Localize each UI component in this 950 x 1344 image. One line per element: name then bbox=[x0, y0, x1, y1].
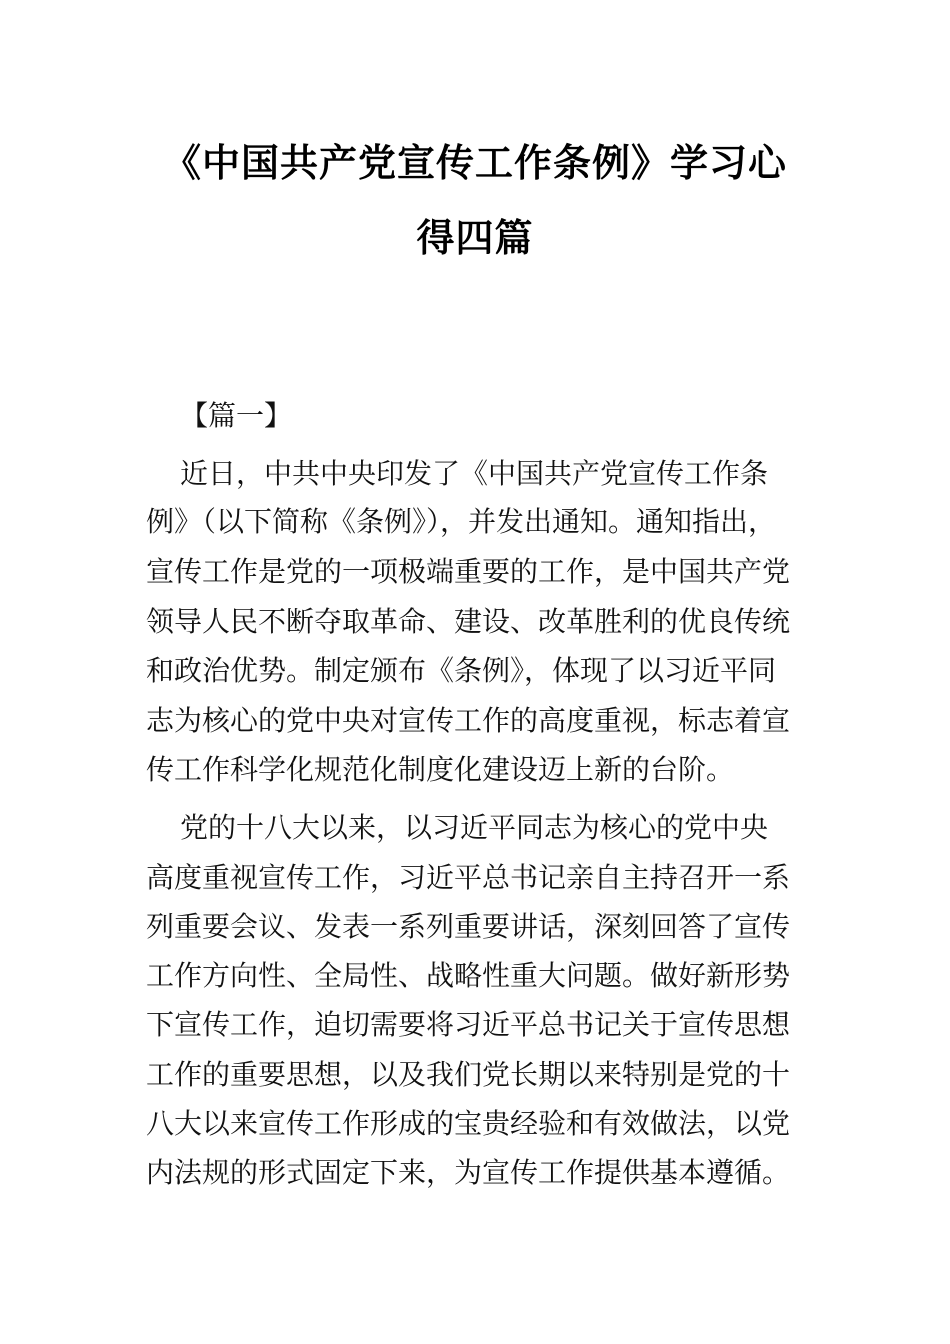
paragraph-line: 宣传工作是党的一项极端重要的工作，是中国共产党 bbox=[146, 555, 791, 588]
paragraph-line: 高度重视宣传工作，习近平总书记亲自主持召开一系 bbox=[146, 861, 791, 894]
paragraph-line: 传工作科学化规范化制度化建设迈上新的台阶。 bbox=[146, 753, 735, 786]
paragraph-line: 党的十八大以来，以习近平同志为核心的党中央 bbox=[180, 811, 769, 844]
paragraph-line: 工作方向性、全局性、战略性重大问题。做好新形势 bbox=[146, 959, 791, 992]
section-label: 【篇一】 bbox=[180, 399, 293, 432]
paragraph-line: 领导人民不断夺取革命、建设、改革胜利的优良传统 bbox=[146, 605, 791, 638]
document-title-line-2: 得四篇 bbox=[416, 216, 534, 260]
paragraph-line: 列重要会议、发表一系列重要讲话，深刻回答了宣传 bbox=[146, 910, 791, 943]
paragraph-line: 近日，中共中央印发了《中国共产党宣传工作条 bbox=[180, 457, 769, 490]
paragraph-line: 和政治优势。制定颁布《条例》，体现了以习近平同 bbox=[146, 654, 777, 687]
paragraph-line: 八大以来宣传工作形成的宝贵经验和有效做法，以党 bbox=[146, 1107, 791, 1140]
paragraph-line: 下宣传工作，迫切需要将习近平总书记关于宣传思想 bbox=[146, 1008, 791, 1041]
paragraph-line: 内法规的形式固定下来，为宣传工作提供基本遵循。 bbox=[146, 1156, 791, 1189]
paragraph-line: 志为核心的党中央对宣传工作的高度重视，标志着宣 bbox=[146, 704, 791, 737]
paragraph-line: 例》（以下简称《条例》），并发出通知。通知指出， bbox=[146, 505, 777, 538]
paragraph-line: 工作的重要思想，以及我们党长期以来特别是党的十 bbox=[146, 1058, 791, 1091]
document-title-line-1: 《中国共产党宣传工作条例》学习心 bbox=[162, 141, 787, 185]
